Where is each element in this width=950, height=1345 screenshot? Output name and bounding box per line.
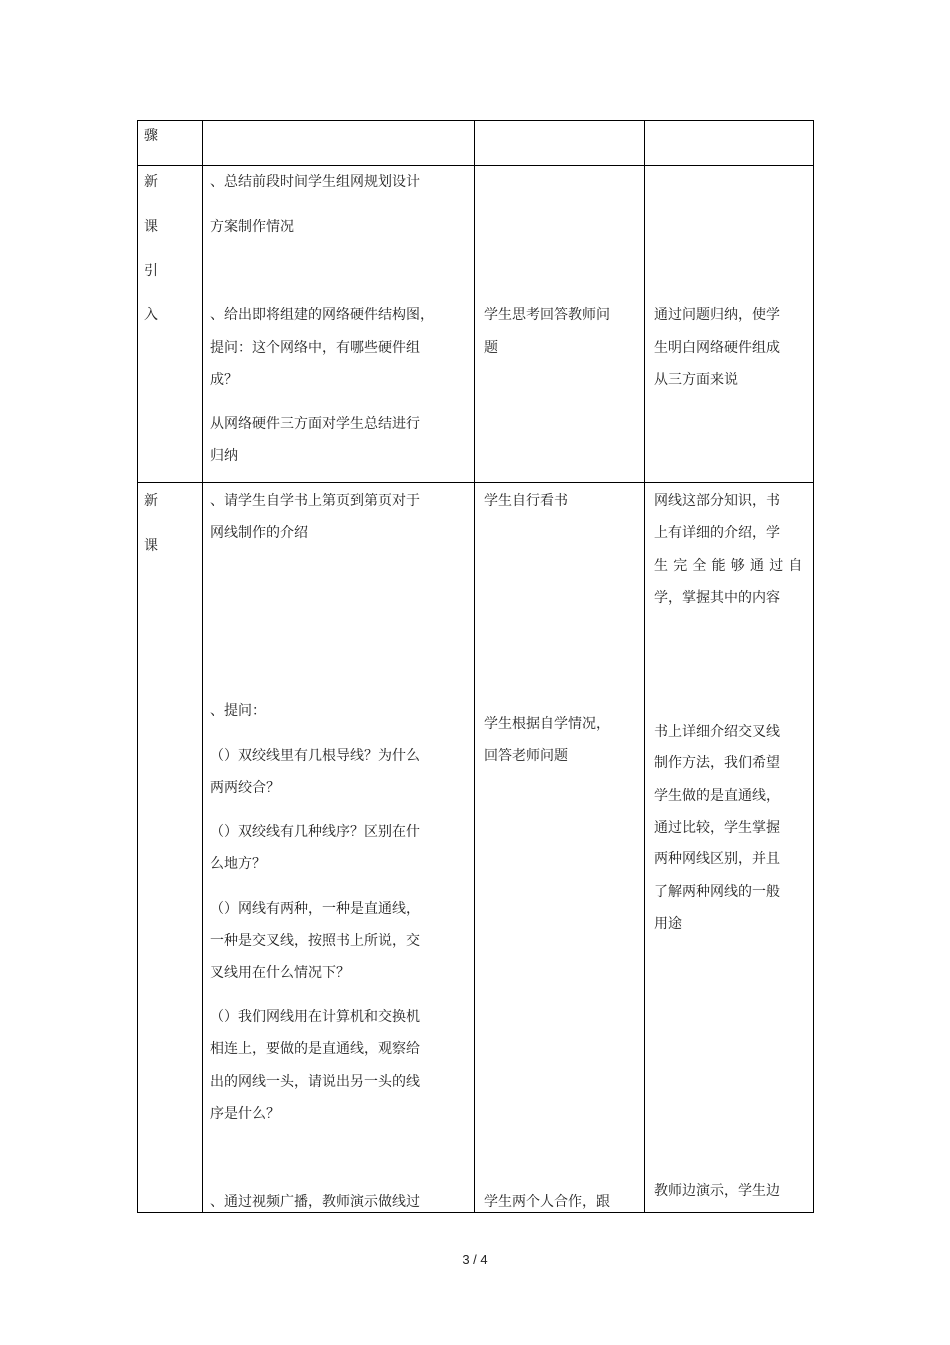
teacher-activity-line: 归纳	[210, 448, 238, 464]
teacher-activity-line: （）双绞线有几种线序？区别在什	[210, 824, 420, 840]
design-purpose-line: 教师边演示，学生边	[654, 1183, 780, 1199]
table-border-bottom	[137, 1212, 814, 1213]
design-purpose-line: 学，掌握其中的内容	[654, 590, 780, 606]
teacher-activity-line: （）网线有两种，一种是直通线，	[210, 901, 420, 917]
teacher-activity-line: 、通过视频广播，教师演示做线过	[210, 1194, 420, 1210]
page-number: 3 / 4	[462, 1252, 488, 1267]
design-purpose-line: 通过问题归纳，使学	[654, 307, 780, 323]
teacher-activity-line: 叉线用在什么情况下？	[210, 965, 350, 981]
design-purpose-line: 上有详细的介绍，学	[654, 525, 780, 541]
design-purpose-line: 学生做的是直通线，	[654, 788, 780, 804]
teacher-activity-line: 出的网线一头，请说出另一头的线	[210, 1074, 420, 1090]
student-activity-line: 回答老师问题	[484, 748, 568, 764]
teacher-activity-line: 、提问：	[210, 703, 266, 719]
step-cell-char: 引	[144, 263, 158, 279]
teacher-activity-line: 两两绞合？	[210, 780, 280, 796]
design-purpose-line: 生完全能够通过自	[654, 558, 808, 574]
design-purpose-line: 网线这部分知识，书	[654, 493, 780, 509]
table-border-top	[137, 120, 814, 121]
table-col-divider	[202, 120, 203, 1213]
student-activity-line: 学生思考回答教师问	[484, 307, 610, 323]
design-purpose-line: 书上详细介绍交叉线	[654, 724, 780, 740]
step-cell-char: 课	[144, 538, 158, 554]
teacher-activity-line: 从网络硬件三方面对学生总结进行	[210, 416, 420, 432]
student-activity-line: 学生根据自学情况，	[484, 716, 610, 732]
student-activity-line: 题	[484, 340, 498, 356]
design-purpose-line: 了解两种网线的一般	[654, 884, 780, 900]
teacher-activity-line: 网线制作的介绍	[210, 525, 308, 541]
table-border-right	[813, 120, 814, 1213]
step-cell-char: 课	[144, 219, 158, 235]
teacher-activity-line: （）我们网线用在计算机和交换机	[210, 1009, 420, 1025]
table-border-left	[137, 120, 138, 1213]
teacher-activity-line: 序是什么？	[210, 1106, 280, 1122]
table-row-divider	[137, 165, 814, 166]
teacher-activity-line: 提问：这个网络中，有哪些硬件组	[210, 340, 420, 356]
design-purpose-line: 用途	[654, 916, 682, 932]
teacher-activity-line: 、请学生自学书上第页到第页对于	[210, 493, 420, 509]
teacher-activity-line: 、给出即将组建的网络硬件结构图，	[210, 307, 434, 323]
table-col-divider	[644, 120, 645, 1213]
table-row-divider	[137, 482, 814, 483]
design-purpose-line: 通过比较，学生掌握	[654, 820, 780, 836]
teacher-activity-line: 相连上，要做的是直通线，观察给	[210, 1041, 420, 1057]
student-activity-line: 学生两个人合作，跟	[484, 1194, 610, 1210]
student-activity-line: 学生自行看书	[484, 493, 568, 509]
teacher-activity-line: 、总结前段时间学生组网规划设计	[210, 174, 420, 190]
teacher-activity-line: 一种是交叉线，按照书上所说，交	[210, 933, 420, 949]
step-cell-char: 入	[144, 307, 158, 323]
teacher-activity-line: （）双绞线里有几根导线？为什么	[210, 748, 420, 764]
step-header-cell: 骤	[144, 128, 158, 144]
table-col-divider	[474, 120, 475, 1213]
step-cell-char: 新	[144, 174, 158, 190]
design-purpose-line: 从三方面来说	[654, 372, 738, 388]
design-purpose-line: 生明白网络硬件组成	[654, 340, 780, 356]
teacher-activity-line: 成？	[210, 372, 238, 388]
step-cell-char: 新	[144, 493, 158, 509]
teacher-activity-line: 么地方？	[210, 856, 266, 872]
design-purpose-line: 制作方法，我们希望	[654, 755, 780, 771]
design-purpose-line: 两种网线区别，并且	[654, 851, 780, 867]
teacher-activity-line: 方案制作情况	[210, 219, 294, 235]
